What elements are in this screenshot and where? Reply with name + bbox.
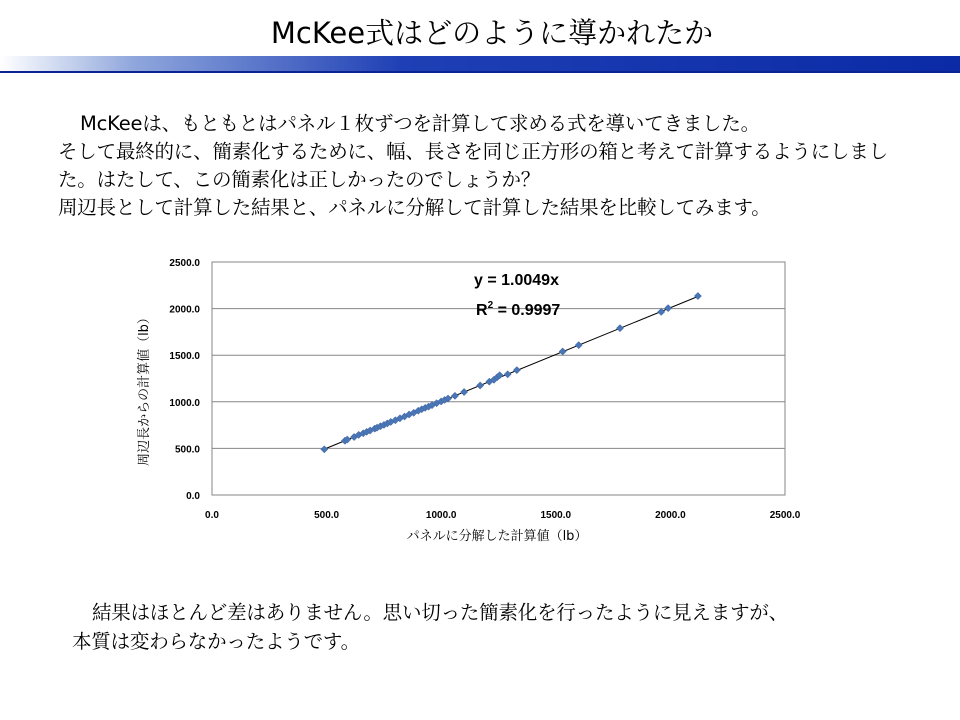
y-axis-title: 周辺長からの計算値（lb）: [137, 311, 152, 466]
data-point: [321, 446, 328, 453]
y-tick-label: 1500.0: [169, 351, 200, 363]
y-axis-ticks: [169, 258, 200, 502]
data-point: [461, 388, 468, 395]
chart-svg: [120, 240, 820, 570]
x-axis-ticks: [205, 510, 801, 521]
data-point: [559, 348, 566, 355]
y-tick-label: 1000.0: [169, 397, 200, 409]
intro-line-2: そして最終的に、簡素化するために、幅、長さを同じ正方形の箱と考えて計算するようにしました。はたして、この簡素化は正しかったのでしょうか？: [58, 140, 888, 191]
r-squared-value: = 0.9997: [493, 302, 561, 319]
y-tick-label: 500.0: [174, 444, 200, 456]
x-axis-title: パネルに分解した計算値（lb）: [406, 529, 588, 544]
r-squared-label: [476, 300, 560, 319]
x-tick-label: 500.0: [314, 510, 340, 521]
data-point: [451, 392, 458, 399]
y-tick-label: 0.0: [186, 491, 200, 502]
intro-line-1: McKeeは、もともとはパネル１枚ずつを計算して求める式を導いてきました。: [80, 112, 760, 135]
data-point: [477, 382, 484, 389]
conclusion-line-2: 本質は変わらなかったようです。: [72, 630, 360, 653]
x-tick-label: 0.0: [205, 510, 219, 521]
x-tick-label: 1000.0: [425, 510, 457, 521]
data-point: [665, 305, 672, 312]
x-tick-label: 2500.0: [769, 510, 801, 521]
data-point: [513, 367, 520, 374]
y-tick-label: 2000.0: [169, 304, 200, 316]
data-point: [616, 325, 623, 332]
data-point: [504, 371, 511, 378]
intro-line-3: 周辺長として計算した結果と、パネルに分解して計算した結果を比較してみます。: [58, 196, 771, 219]
scatter-chart: [120, 240, 820, 570]
x-tick-label: 1500.0: [540, 510, 572, 521]
y-tick-label: 2500.0: [169, 258, 200, 269]
r-squared-power: 2: [487, 300, 494, 311]
title-underline-line: [0, 71, 960, 73]
title-underline-bar: [0, 56, 960, 72]
x-tick-label: 2000.0: [655, 510, 686, 521]
data-point: [694, 292, 701, 299]
conclusion-text: [72, 598, 932, 656]
r-squared-letter: R: [476, 302, 488, 319]
intro-text: [58, 110, 918, 222]
data-point: [575, 342, 582, 349]
conclusion-line-1: 結果はほとんど差はありません。思い切った簡素化を行ったように見えますが、: [92, 601, 788, 624]
trendline-equation: y = 1.0049x: [474, 272, 559, 289]
slide-title: McKee式はどのように導かれたか: [270, 16, 714, 50]
data-point: [658, 308, 665, 315]
